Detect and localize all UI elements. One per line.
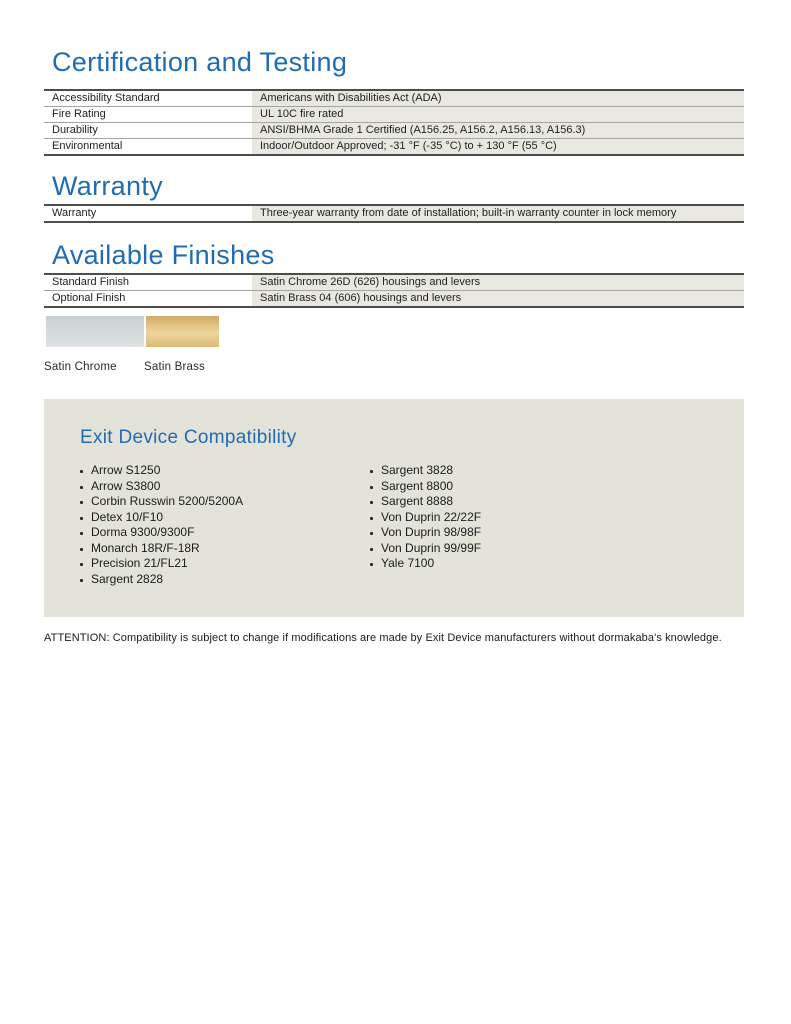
table-row — [44, 205, 744, 222]
bullet-icon — [80, 517, 83, 520]
satin-chrome-swatch-image — [46, 316, 144, 347]
exit-device-panel-title: Exit Device Compatibility — [80, 427, 297, 448]
list-item — [370, 556, 660, 572]
list-item — [370, 463, 660, 479]
spec-value: Three-year warranty from date of installation; built-in warranty counter in lock memory — [252, 205, 744, 222]
list-item — [80, 463, 370, 479]
spec-value: Satin Brass 04 (606) housings and levers — [252, 291, 744, 308]
bullet-icon — [370, 501, 373, 504]
list-item-label: Yale 7100 — [381, 556, 435, 570]
bullet-icon — [80, 548, 83, 551]
bullet-icon — [80, 563, 83, 566]
list-item-label: Sargent 2828 — [91, 571, 164, 586]
list-item — [80, 572, 370, 588]
warranty-section-title: Warranty — [52, 171, 163, 201]
swatch-satin-chrome — [44, 316, 144, 373]
bullet-icon — [370, 532, 373, 535]
list-item — [370, 525, 660, 541]
list-item-label: Von Duprin 99/99F — [381, 540, 482, 555]
list-item-label: Arrow S3800 — [91, 478, 161, 493]
list-item — [80, 556, 370, 572]
list-item-label: Arrow S1250 — [91, 463, 161, 477]
table-row — [44, 274, 744, 291]
list-item — [80, 479, 370, 495]
bullet-icon — [370, 517, 373, 520]
finishes-section-title: Available Finishes — [52, 240, 275, 270]
table-row — [44, 291, 744, 308]
warranty-table — [44, 204, 744, 223]
list-item-label: Sargent 3828 — [381, 463, 454, 477]
bullet-icon — [370, 548, 373, 551]
list-item — [80, 541, 370, 557]
list-item-label: Monarch 18R/F-18R — [91, 540, 200, 555]
bullet-icon — [80, 532, 83, 535]
table-row — [44, 139, 744, 156]
bullet-icon — [80, 470, 83, 473]
list-item-label: Detex 10/F10 — [91, 509, 164, 524]
list-item-label: Von Duprin 98/98F — [381, 525, 482, 539]
spec-label: Fire Rating — [44, 107, 252, 123]
certification-section-title: Certification and Testing — [52, 47, 348, 77]
list-item — [80, 525, 370, 541]
spec-label: Accessibility Standard — [44, 90, 252, 107]
list-item-label: Corbin Russwin 5200/5200A — [91, 494, 244, 508]
spec-label: Optional Finish — [44, 291, 252, 308]
certification-table — [44, 89, 744, 156]
list-item-label: Sargent 8888 — [381, 494, 454, 508]
list-item — [370, 494, 660, 510]
list-item — [370, 541, 660, 557]
table-row — [44, 90, 744, 107]
list-item-label: Dorma 9300/9300F — [91, 525, 195, 539]
spec-value: UL 10C fire rated — [252, 107, 744, 123]
spec-value: Satin Chrome 26D (626) housings and levers — [252, 274, 744, 291]
satin-brass-swatch-image — [146, 316, 219, 347]
spec-value: Americans with Disabilities Act (ADA) — [252, 90, 744, 107]
bullet-icon — [80, 486, 83, 489]
compatibility-list-left — [80, 463, 370, 587]
swatch-label: Satin Chrome — [44, 361, 117, 373]
table-row — [44, 107, 744, 123]
bullet-icon — [370, 470, 373, 473]
finishes-table — [44, 273, 744, 308]
bullet-icon — [370, 563, 373, 566]
list-item-label: Precision 21/FL21 — [91, 556, 188, 570]
compatibility-list-right — [370, 463, 660, 587]
bullet-icon — [80, 501, 83, 504]
spec-value: ANSI/BHMA Grade 1 Certified (A156.25, A156.2, A156.13, A156.3) — [252, 123, 744, 139]
table-row — [44, 123, 744, 139]
compatibility-lists — [80, 463, 708, 587]
attention-note: ATTENTION: Compatibility is subject to change if modifications are made by Exit Device manufacturers without dormakaba's knowledge. — [44, 632, 722, 644]
swatch-satin-brass — [144, 316, 244, 373]
spec-label: Standard Finish — [44, 274, 252, 291]
list-item-label: Sargent 8800 — [381, 478, 454, 493]
list-item-label: Von Duprin 22/22F — [381, 509, 482, 524]
list-item — [370, 479, 660, 495]
list-item — [80, 510, 370, 526]
list-item — [370, 510, 660, 526]
spec-value: Indoor/Outdoor Approved; -31 °F (-35 °C) to + 130 °F (55 °C) — [252, 139, 744, 156]
bullet-icon — [370, 486, 373, 489]
page-content — [0, 47, 791, 644]
spec-label: Durability — [44, 123, 252, 139]
bullet-icon — [80, 579, 83, 582]
exit-device-compatibility-panel — [44, 399, 744, 617]
swatch-label: Satin Brass — [144, 361, 206, 373]
spec-label: Environmental — [44, 139, 252, 156]
spec-label: Warranty — [44, 205, 252, 222]
list-item — [80, 494, 370, 510]
finish-swatches — [44, 316, 744, 373]
